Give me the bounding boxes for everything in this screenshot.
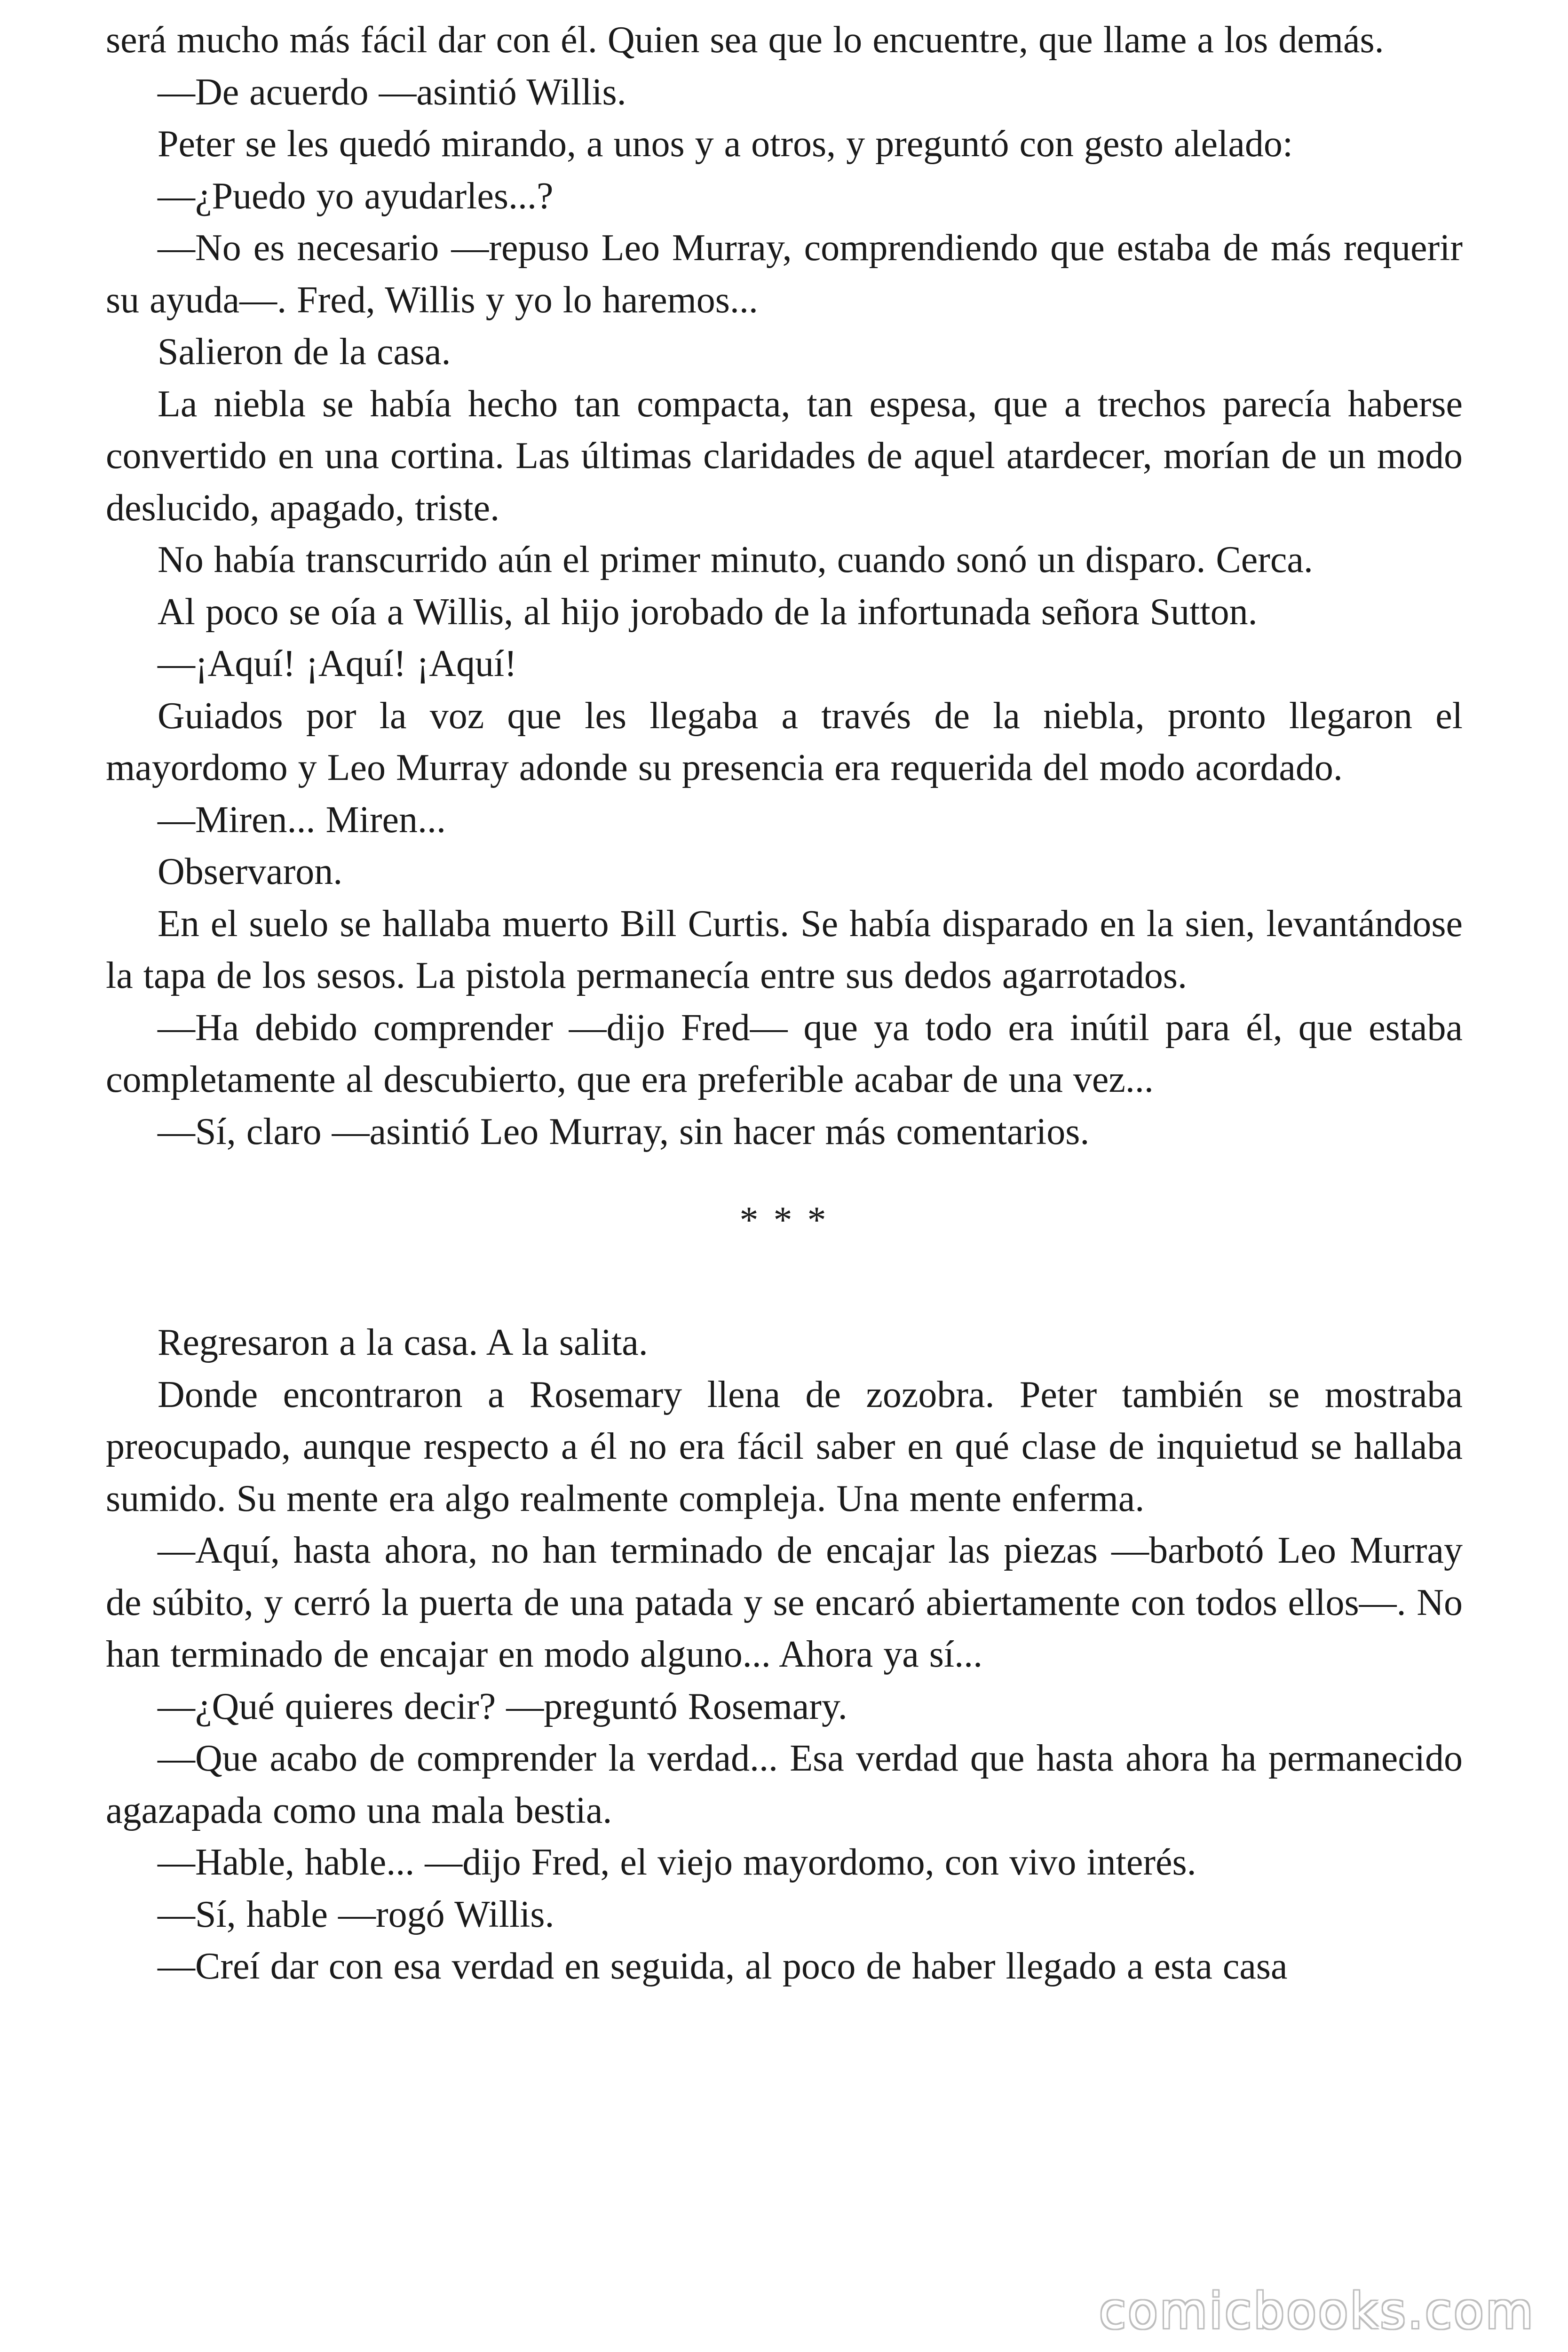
paragraph: —Sí, hable —rogó Willis. — [158, 1893, 554, 1935]
paragraph: Guiados por la voz que les llegaba a través de la niebla, pronto llegaron el mayordomo y Leo Murray adonde su presencia era requerida del modo acordado. — [106, 695, 1463, 788]
paragraph: Donde encontraron a Rosemary llena de zozobra. Peter también se mostraba preocupado, aunque respecto a él no era fácil saber en qué clase de inquietud se hallaba sumido. Su mente era algo realmente compleja. Una mente enferma. — [106, 1374, 1463, 1519]
paragraph: —Hable, hable... —dijo Fred, el viejo mayordomo, con vivo interés. — [158, 1842, 1196, 1883]
text-block-top — [106, 14, 1463, 1158]
paragraph: —¿Qué quieres decir? —preguntó Rosemary. — [158, 1685, 847, 1727]
text-block-bottom — [106, 1317, 1463, 1993]
paragraph: Regresaron a la casa. A la salita. — [158, 1322, 648, 1363]
paragraph: —Creí dar con esa verdad en seguida, al poco de haber llegado a esta casa — [158, 1946, 1288, 1987]
paragraph: La niebla se había hecho tan compacta, tan espesa, que a trechos parecía haberse convertido en una cortina. Las últimas claridades de aquel atardecer, morían de un modo deslucido, apagado, triste. — [106, 383, 1463, 529]
paragraph: —Aquí, hasta ahora, no han terminado de encajar las piezas —barbotó Leo Murray de súbito, y cerró la puerta de una patada y se encaró abiertamente con todos ellos—. No han terminado de encajar en modo alguno... Ahora ya sí... — [106, 1530, 1463, 1675]
paragraph: —No es necesario —repuso Leo Murray, comprendiendo que estaba de más requerir su ayuda—. Fred, Willis y yo lo haremos... — [106, 227, 1463, 321]
paragraph: —Sí, claro —asintió Leo Murray, sin hacer más comentarios. — [158, 1111, 1090, 1152]
paragraph: Peter se les quedó mirando, a unos y a otros, y preguntó con gesto alelado: — [158, 123, 1293, 165]
paragraph: será mucho más fácil dar con él. Quien sea que lo encuentre, que llame a los demás. — [106, 19, 1384, 61]
section-separator: * * * — [739, 1200, 829, 1241]
paragraph: En el suelo se hallaba muerto Bill Curtis. Se había disparado en la sien, levantándose la tapa de los sesos. La pistola permanecía entre sus dedos agarrotados. — [106, 903, 1463, 996]
paragraph: —¡Aquí! ¡Aquí! ¡Aquí! — [158, 643, 517, 684]
paragraph: —Que acabo de comprender la verdad... Esa verdad que hasta ahora ha permanecido agazapada como una mala bestia. — [106, 1738, 1463, 1831]
paragraph: No había transcurrido aún el primer minuto, cuando sonó un disparo. Cerca. — [158, 539, 1313, 580]
watermark-logo: comicbooks.com — [1099, 2282, 1535, 2340]
paragraph: —De acuerdo —asintió Willis. — [158, 71, 626, 113]
paragraph: Al poco se oía a Willis, al hijo jorobado de la infortunada señora Sutton. — [158, 591, 1258, 633]
paragraph: Observaron. — [158, 851, 343, 892]
paragraph: Salieron de la casa. — [158, 331, 451, 373]
paragraph: —¿Puedo yo ayudarles...? — [158, 175, 554, 217]
paragraph: —Miren... Miren... — [158, 799, 446, 841]
book-page — [106, 14, 1463, 1993]
paragraph: —Ha debido comprender —dijo Fred— que ya todo era inútil para él, que estaba completamente al descubierto, que era preferible acabar de una vez... — [106, 1007, 1463, 1100]
